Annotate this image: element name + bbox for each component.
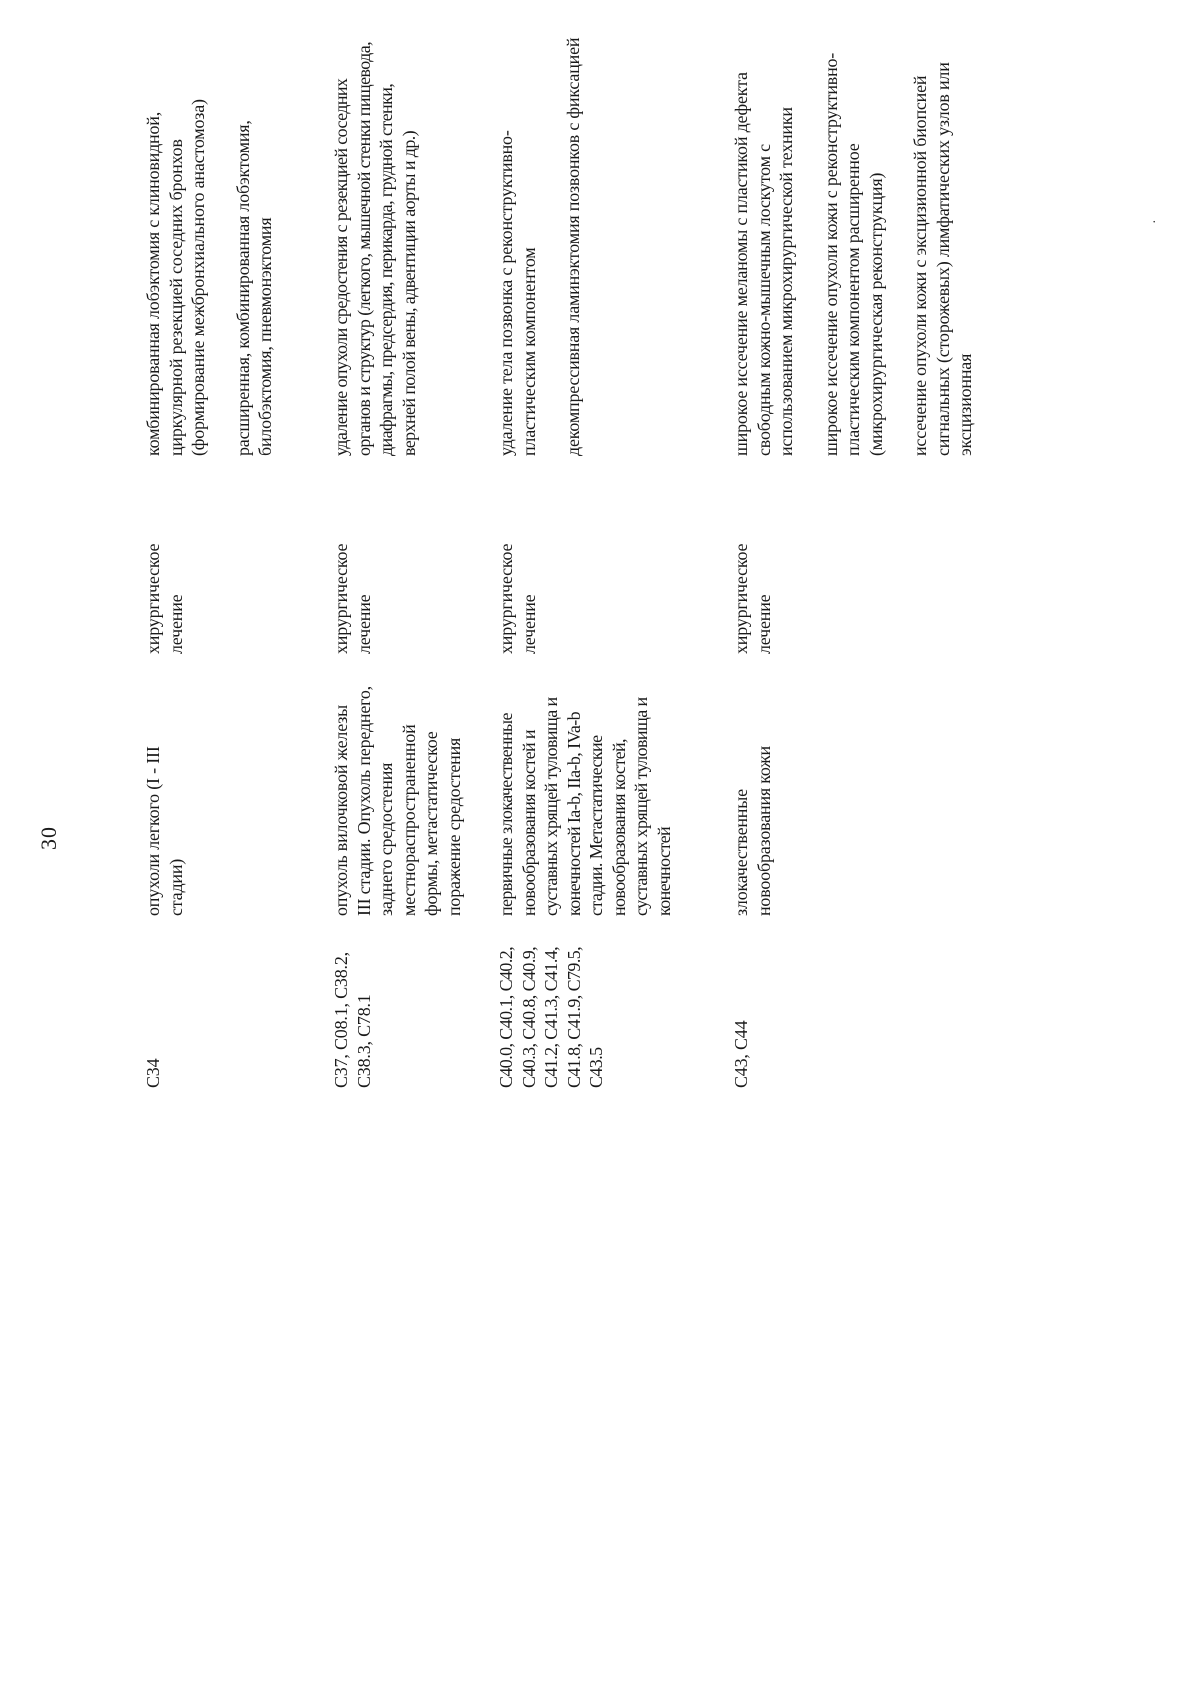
row-treatment: хирургическое лечение xyxy=(731,543,774,654)
row-treatment: хирургическое лечение xyxy=(331,543,374,654)
row-methods xyxy=(142,26,277,456)
row-methods xyxy=(330,26,420,456)
method-item: широкое иссечение меланомы с пластикой дефекта свободным кожно-мышечным лоскутом с использованием микрохирургической техники xyxy=(731,72,796,456)
method-item: иссечение опухоли кожи с эксцизионной биопсией сигнальных (сторожевых) лимфатических узлов или эксцизионная xyxy=(910,62,975,456)
stray-mark: · xyxy=(1148,219,1163,224)
method-item: комбинированная лобэктомия с клиновидной, циркулярной резекцией соседних бронхов (формирование межбронхиального анастомоза) xyxy=(143,99,208,456)
method-item: удаление опухоли средостения с резекцией соседних органов и структур (легкого, мышечной стенки пищевода, диафрагмы, предсердия, перикарда, грудной стенки, верхней полой вены, адвентиции аорты и др.) xyxy=(331,41,419,456)
row-methods xyxy=(495,26,585,456)
row-code: C34 xyxy=(143,1058,163,1088)
row-diagnosis: злокачественные новообразования кожи xyxy=(731,746,774,916)
page-number: 30 xyxy=(36,826,61,850)
method-item: широкое иссечение опухоли кожи с реконструктивно-пластическим компонентом расширенное (микрохирургическая реконструкция) xyxy=(820,52,886,456)
row-code: C40.0, C40.1, C40.2, C40.3, C40.8, C40.9, C41.2, C41.3, C41.4, C41.8, C41.9, C79.5, C43.5 xyxy=(496,946,606,1088)
row-diagnosis: опухоли легкого (I - III стадии) xyxy=(143,746,186,916)
row-diagnosis: первичные злокачественные новообразования костей и суставных хрящей туловища и конечностей Ia-b, IIa-b, IVa-b стадии. Метастатические новообразования костей, суставных хрящей туловища и конечностей xyxy=(496,697,674,916)
row-methods xyxy=(730,26,977,456)
row-treatment: хирургическое лечение xyxy=(496,543,539,654)
row-code: C43, C44 xyxy=(731,1020,751,1088)
method-item: удаление тела позвонка с реконструктивно-пластическим компонентом xyxy=(496,130,539,456)
method-item: расширенная, комбинированная лобэктомия, билобэктомия, пневмонэктомия xyxy=(232,120,275,456)
method-item: декомпрессивная ламинэктомия позвонков с фиксацией xyxy=(563,37,583,456)
row-code: C37, C08.1, C38.2, C38.3, C78.1 xyxy=(331,952,374,1088)
row-diagnosis: опухоль вилочковой железы III стадии. Опухоль переднего, заднего средостения местнораспространенной формы, метастатическое поражение средостения xyxy=(331,686,464,916)
row-treatment: хирургическое лечение xyxy=(143,543,186,654)
